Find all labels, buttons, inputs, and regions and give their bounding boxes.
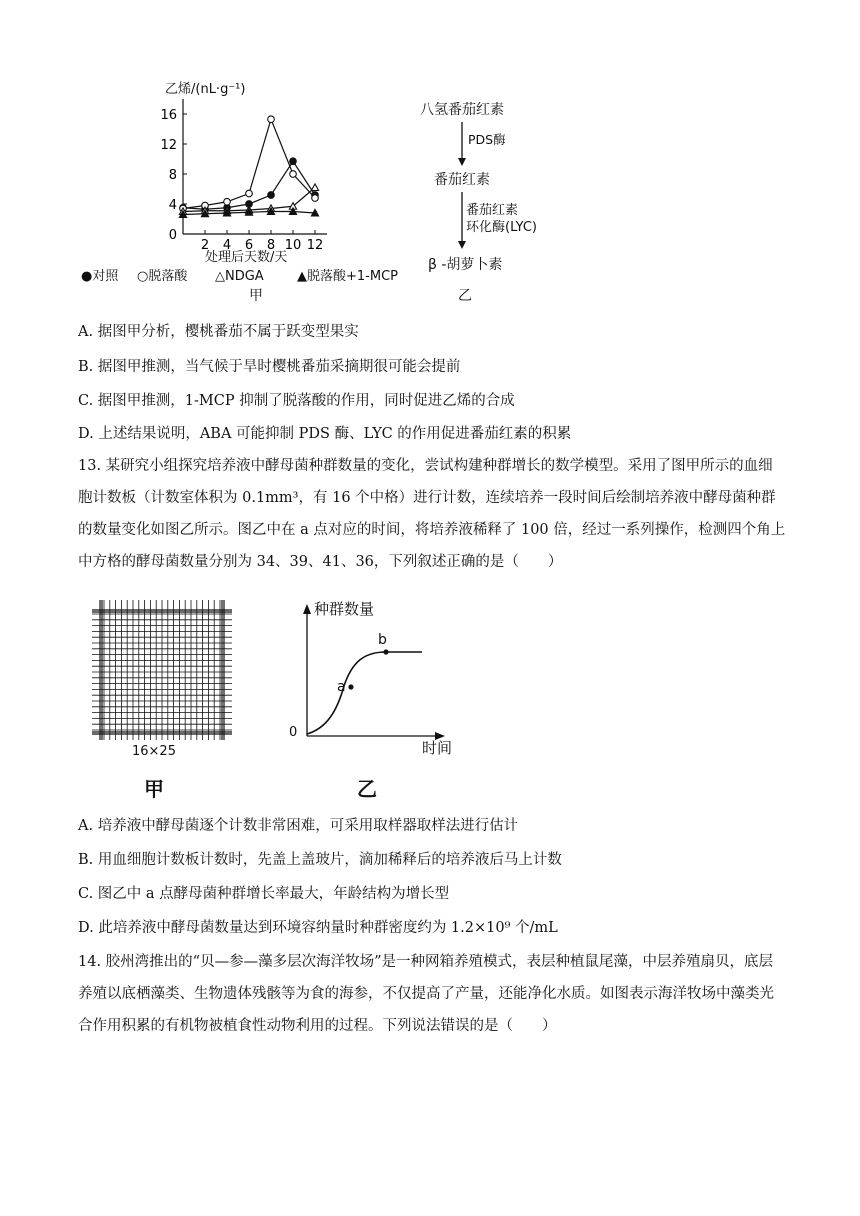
arrow-head-icon xyxy=(458,158,466,166)
x-tick-label: 10 xyxy=(284,238,302,253)
legend-item: △NDGA xyxy=(215,269,264,284)
data-point xyxy=(311,184,318,191)
enzyme-label: PDS酶 xyxy=(468,132,506,147)
enzyme-label: 番茄红素 xyxy=(466,203,519,218)
q12-option-c: C. 据图甲推测，1-MCP 抑制了脱落酸的作用，同时促进乙烯的合成 xyxy=(78,393,515,409)
x-tick-label: 2 xyxy=(200,238,210,253)
figure-caption: 乙 xyxy=(357,777,377,801)
y-axis-label: 种群数量 xyxy=(314,600,375,618)
data-point xyxy=(312,195,319,202)
q13-option-a: A. 培养液中酵母菌逐个计数非常困难，可采用取样器取样法进行估计 xyxy=(78,818,519,834)
data-point xyxy=(224,198,231,205)
figure-caption: 甲 xyxy=(249,288,263,304)
q14-stem: 14. 胶州湾推出的“贝—参—藻多层次海洋牧场”是一种网箱养殖模式，表层种植鼠尾藻，中层养殖扇贝，底层养殖以底栖藻类、生物遗体残骸等为食的海参，不仅提高了产量，还能净化水质。如图表示海洋牧场中藻类光合作用积累的有机物被植食性动物利用的过程。下列说法错误的是（ ） xyxy=(78,954,774,1034)
legend-item: ●对照 xyxy=(81,269,119,284)
figure-caption: 乙 xyxy=(458,288,472,304)
x-tick-label: 4 xyxy=(222,238,232,253)
y-tick-label: 4 xyxy=(168,198,177,213)
x-axis-label: 处理后天数/天 xyxy=(205,250,288,265)
point-b-label: b xyxy=(378,632,387,648)
legend-item: ▲脱落酸+1-MCP xyxy=(297,269,398,284)
pathway-node: β -胡萝卜素 xyxy=(428,257,503,273)
arrow-head-icon xyxy=(458,241,466,249)
y-axis-label: 乙烯/(nL·g⁻¹) xyxy=(165,82,246,97)
x-axis-label: 时间 xyxy=(422,739,453,757)
x-tick-label: 6 xyxy=(244,238,254,253)
figure-yi-pathway xyxy=(410,92,550,307)
x-tick-label: 12 xyxy=(306,238,324,253)
point-a xyxy=(348,684,353,689)
growth-curve xyxy=(282,596,462,806)
y-tick-label: 0 xyxy=(168,228,177,243)
y-tick-label: 12 xyxy=(160,138,177,153)
q13-stem: 13. 某研究小组探究培养液中酵母菌种群数量的变化，尝试构建种群增长的数学模型。采用了图甲所示的血细胞计数板（计数室体积为 0.1mm³，有 16 个中格）进行计数，连续培养一段时间后绘制培养液中酵母菌种群的数量变化如图乙所示。图乙中在 a 点对应的时间，将培养液稀释了 100 倍，经过一系列操作，检测四个角上中方格的酵母菌数量分别为 34、39、41、36，下列叙述正确的是（ ） xyxy=(78,458,786,570)
x-tick-label: 8 xyxy=(266,238,276,253)
q13-option-c: C. 图乙中 a 点酵母菌种群增长率最大，年龄结构为增长型 xyxy=(78,886,450,902)
legend-item: ○脱落酸 xyxy=(137,269,188,284)
chart-legend xyxy=(81,268,398,284)
q12-option-d: D. 上述结果说明，ABA 可能抑制 PDS 酶、LYC 的作用促进番茄红素的积累 xyxy=(78,426,572,442)
point-b xyxy=(383,649,388,654)
enzyme-label: 环化酶(LYC) xyxy=(466,220,537,235)
data-point xyxy=(290,171,297,178)
data-point xyxy=(268,116,275,123)
hemocytometer-grid xyxy=(82,592,252,802)
origin-label: 0 xyxy=(289,725,298,740)
point-a-label: a xyxy=(337,679,346,695)
figure-jia-chart xyxy=(75,72,425,304)
figure-caption: 甲 xyxy=(144,777,164,801)
s-curve xyxy=(307,652,422,734)
data-point xyxy=(246,190,253,197)
data-point xyxy=(290,158,297,165)
y-tick-label: 8 xyxy=(168,168,177,183)
pathway-node: 八氢番茄红素 xyxy=(420,102,504,118)
pathway-node: 番茄红素 xyxy=(434,172,490,188)
grid-label: 16×25 xyxy=(132,744,176,759)
q13-option-d: D. 此培养液中酵母菌数量达到环境容纳量时种群密度约为 1.2×10⁹ 个/mL xyxy=(78,920,558,936)
q12-option-a: A. 据图甲分析，樱桃番茄不属于跃变型果实 xyxy=(78,324,359,340)
q12-option-b: B. 据图甲推测，当气候于旱时樱桃番茄采摘期很可能会提前 xyxy=(78,359,461,375)
q13-option-b: B. 用血细胞计数板计数时，先盖上盖玻片，滴加稀释后的培养液后马上计数 xyxy=(78,852,562,868)
y-axis-arrow-icon xyxy=(303,604,311,614)
data-point xyxy=(268,192,275,199)
y-tick-label: 16 xyxy=(160,108,177,123)
